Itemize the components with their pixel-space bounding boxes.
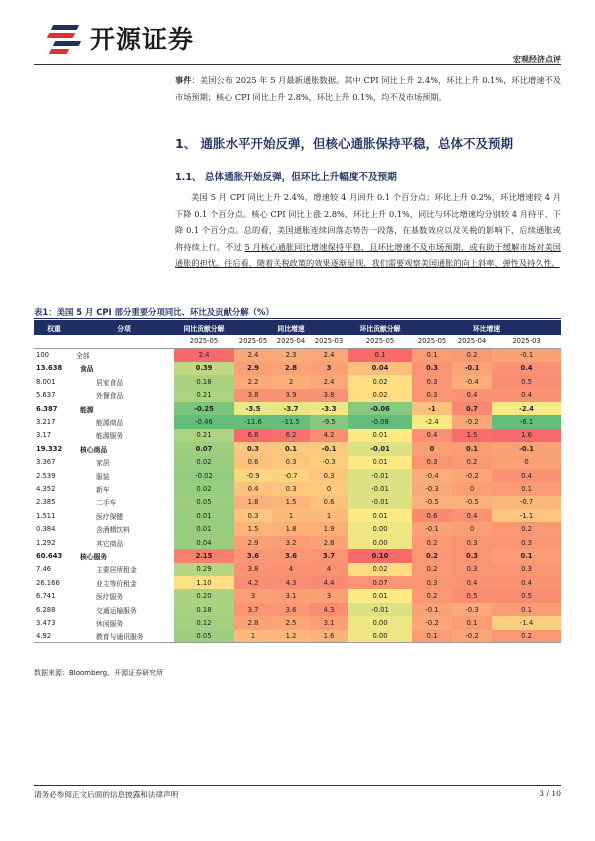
- footer-divider: [34, 785, 561, 786]
- value-cell: 3.6: [234, 549, 272, 562]
- weight-cell: 5.637: [36, 391, 56, 400]
- value-cell: 0.18: [174, 375, 234, 388]
- weight-cell: 26.166: [36, 578, 60, 587]
- value-cell: 0.5: [492, 589, 561, 602]
- value-cell: 2.8: [310, 536, 348, 549]
- value-cell: -0.9: [234, 469, 272, 482]
- weight-cell: 4.352: [36, 484, 56, 493]
- value-cell: 0.1: [492, 482, 561, 495]
- value-cell: 0.2: [452, 348, 492, 361]
- value-cell: -2.4: [412, 415, 452, 428]
- value-cell: 0.6: [234, 456, 272, 469]
- table-row: [34, 603, 561, 616]
- value-cell: 0.4: [492, 469, 561, 482]
- value-cell: -3.5: [234, 402, 272, 415]
- body-text: 美国 5 月 CPI 同比上升 2.4%，增速较 4 月回升 0.1 个百分点；环比上升 0.2%，环比增速较 4 月下降 0.1 个百分点。核心 CPI 同比上涨 2.8%，环比上升 0.1%，同比与环比增速均分别较 4 月持平、下降 0.1 个百分点。总的看，美国通胀连续回落态势告一段落，在基数效应以及关税的影响下，后续通胀或将持续上行。不过: [175, 192, 561, 252]
- value-cell: -0.01: [348, 603, 412, 616]
- value-cell: 0: [452, 482, 492, 495]
- table-row: [34, 496, 561, 509]
- date-cell: 2025-03: [492, 335, 561, 348]
- value-cell: 0.4: [452, 576, 492, 589]
- weight-cell: 7.46: [36, 565, 52, 574]
- value-cell: 1: [234, 630, 272, 643]
- table-row: [34, 456, 561, 469]
- value-cell: 0.3: [234, 509, 272, 522]
- item-name-cell: 休闲服务: [96, 619, 124, 628]
- value-cell: 0: [412, 442, 452, 455]
- table-row: [34, 522, 561, 535]
- value-cell: -3.7: [272, 402, 310, 415]
- value-cell: 0.3: [412, 456, 452, 469]
- value-cell: 1.6: [492, 429, 561, 442]
- value-cell: -0.1: [412, 603, 452, 616]
- brand-logo: [46, 20, 226, 56]
- header-yoy-growth: 同比增速: [234, 320, 348, 335]
- document-category: 宏观经济点评: [513, 55, 561, 64]
- value-cell: 0.2: [492, 630, 561, 643]
- value-cell: 0.3: [452, 563, 492, 576]
- value-cell: 3.1: [272, 589, 310, 602]
- item-name-cell: 医疗保健: [96, 512, 124, 521]
- weight-cell: 3.367: [36, 458, 56, 467]
- value-cell: 0.3: [272, 456, 310, 469]
- value-cell: -0.4: [412, 469, 452, 482]
- value-cell: 0.1: [412, 348, 452, 361]
- value-cell: 0.07: [174, 442, 234, 455]
- value-cell: 0.00: [348, 630, 412, 643]
- value-cell: 0.4: [452, 509, 492, 522]
- value-cell: 1: [310, 509, 348, 522]
- value-cell: 1.2: [272, 630, 310, 643]
- weight-cell: 8.001: [36, 377, 56, 386]
- value-cell: -0.06: [348, 402, 412, 415]
- value-cell: -0.7: [272, 469, 310, 482]
- weight-cell: 2.539: [36, 471, 56, 480]
- value-cell: -0.2: [452, 415, 492, 428]
- value-cell: 1.8: [272, 522, 310, 535]
- value-cell: 0.01: [348, 429, 412, 442]
- item-name-cell: 新车: [96, 485, 110, 494]
- value-cell: 0.01: [348, 589, 412, 602]
- value-cell: 0: [492, 456, 561, 469]
- header-mom-growth: 环比增速: [412, 320, 561, 335]
- table-row: [34, 630, 561, 643]
- value-cell: 0.00: [348, 616, 412, 629]
- event-label: 事件: [175, 75, 192, 85]
- value-cell: 0.04: [348, 362, 412, 375]
- item-name-cell: 教育与通讯服务: [74, 630, 174, 643]
- value-cell: 1.8: [234, 496, 272, 509]
- value-cell: 0.2: [412, 549, 452, 562]
- value-cell: 0.3: [234, 442, 272, 455]
- table-row: [34, 482, 561, 495]
- header-item: 分项: [74, 320, 174, 335]
- value-cell: -0.5: [412, 496, 452, 509]
- item-name-cell: 业主等价租金: [96, 579, 137, 588]
- table-source: 数据来源：Bloomberg、开源证券研究所: [34, 669, 164, 677]
- value-cell: 0.1: [492, 603, 561, 616]
- weight-cell: 60.643: [36, 551, 63, 560]
- value-cell: 0.4: [234, 482, 272, 495]
- value-cell: 0.3: [452, 536, 492, 549]
- value-cell: -0.01: [348, 482, 412, 495]
- value-cell: 6.2: [272, 429, 310, 442]
- value-cell: -0.1: [492, 442, 561, 455]
- value-cell: 2.4: [310, 375, 348, 388]
- weight-cell: 4.92: [34, 630, 74, 643]
- value-cell: 0.4: [492, 576, 561, 589]
- value-cell: 0.02: [348, 563, 412, 576]
- value-cell: 1.10: [174, 576, 234, 589]
- value-cell: 0.29: [174, 563, 234, 576]
- value-cell: 0.01: [174, 522, 234, 535]
- value-cell: 0.4: [492, 389, 561, 402]
- value-cell: 0.1: [492, 549, 561, 562]
- value-cell: 0.07: [348, 576, 412, 589]
- value-cell: -0.4: [452, 375, 492, 388]
- value-cell: 0.01: [348, 456, 412, 469]
- value-cell: -6.1: [492, 415, 561, 428]
- item-name-cell: 居家食品: [96, 378, 124, 387]
- weight-cell: 13.638: [36, 364, 63, 373]
- date-cell: 2025-03: [310, 335, 348, 348]
- value-cell: 0.21: [174, 389, 234, 402]
- table-row: [34, 576, 561, 589]
- item-name-cell: 二手车: [96, 499, 117, 508]
- date-cell: 2025-05: [234, 335, 272, 348]
- value-cell: -1.4: [492, 616, 561, 629]
- value-cell: -0.3: [452, 603, 492, 616]
- value-cell: 3: [310, 362, 348, 375]
- value-cell: 0.4: [492, 362, 561, 375]
- item-name-cell: 能源商品: [96, 419, 124, 428]
- value-cell: 1.5: [452, 429, 492, 442]
- value-cell: 0.04: [174, 536, 234, 549]
- date-cell: 2025-04: [452, 335, 492, 348]
- table-row: [34, 362, 561, 375]
- value-cell: -1.1: [492, 509, 561, 522]
- value-cell: 0.02: [174, 482, 234, 495]
- table-title: 表1：美国 5 月 CPI 部分重要分项同比、环比及贡献分解（%）: [34, 307, 274, 317]
- value-cell: 0.3: [412, 375, 452, 388]
- value-cell: 2.8: [272, 362, 310, 375]
- value-cell: -0.5: [452, 496, 492, 509]
- value-cell: 0.6: [412, 509, 452, 522]
- date-cell: 2025-05: [174, 335, 234, 348]
- table-row: [34, 469, 561, 482]
- header-weight: 权重: [34, 320, 74, 335]
- table-row: [34, 442, 561, 455]
- table-row: [34, 509, 561, 522]
- table-row: [34, 549, 561, 562]
- body-paragraph: [175, 189, 561, 272]
- value-cell: 0.3: [412, 576, 452, 589]
- value-cell: 0.3: [452, 549, 492, 562]
- value-cell: 1.5: [234, 522, 272, 535]
- value-cell: 3.8: [234, 389, 272, 402]
- subsection-heading: 1.1、 总体通胀开始反弹，但环比上升幅度不及预期: [175, 172, 397, 183]
- value-cell: -0.2: [452, 469, 492, 482]
- table-row: [34, 415, 561, 428]
- body-text-underlined: 5 月核心通胀同比增速保持平稳，且环比增速不及市场预期，或有助于缓解市场对美国通胀的担忧。往后看，随着关税政策的效果逐渐显现，我们需要观察美国通胀的向上斜率、弹性及持久性。: [175, 241, 561, 269]
- item-name-cell: 其它商品: [96, 539, 124, 548]
- value-cell: 2.4: [310, 348, 348, 361]
- value-cell: 0.1: [272, 442, 310, 455]
- weight-cell: 3.17: [36, 431, 52, 440]
- date-cell: 2025-04: [272, 335, 310, 348]
- weight-cell: 1.292: [36, 538, 56, 547]
- value-cell: -0.1: [412, 522, 452, 535]
- value-cell: 0.00: [348, 522, 412, 535]
- value-cell: 2.3: [272, 348, 310, 361]
- value-cell: -0.7: [492, 496, 561, 509]
- weight-cell: 6.387: [36, 404, 58, 413]
- item-name-cell: 医疗服务: [96, 593, 124, 602]
- weight-cell: 3.473: [36, 618, 56, 627]
- value-cell: 4.2: [310, 429, 348, 442]
- page-number: 3 / 10: [539, 789, 561, 798]
- value-cell: 0.12: [174, 616, 234, 629]
- weight-cell: 19.332: [36, 444, 63, 453]
- value-cell: 0.2: [412, 536, 452, 549]
- value-cell: -0.02: [174, 469, 234, 482]
- value-cell: -0.2: [452, 630, 492, 643]
- value-cell: -1: [412, 402, 452, 415]
- value-cell: 2.4: [234, 348, 272, 361]
- table-row: [34, 563, 561, 576]
- value-cell: -0.1: [452, 362, 492, 375]
- date-cell: 2025-05: [348, 335, 412, 348]
- item-name-cell: 能源: [80, 405, 94, 414]
- value-cell: 0.21: [174, 429, 234, 442]
- item-name-cell: 家居: [96, 459, 110, 468]
- value-cell: 2.15: [174, 549, 234, 562]
- weight-cell: 6.741: [36, 592, 56, 601]
- header-divider: [34, 64, 561, 65]
- value-cell: 1.6: [310, 630, 348, 643]
- value-cell: 3: [310, 589, 348, 602]
- value-cell: 3.1: [310, 616, 348, 629]
- value-cell: 6.8: [234, 429, 272, 442]
- value-cell: 0.7: [452, 402, 492, 415]
- value-cell: -2.4: [492, 402, 561, 415]
- table-group-header: [34, 320, 561, 335]
- item-name-cell: 核心服务: [80, 552, 108, 561]
- table-row: [34, 402, 561, 415]
- header-yoy-contrib: 同比贡献分解: [174, 320, 234, 335]
- weight-cell: 2.385: [36, 498, 56, 507]
- item-name-cell: 核心商品: [80, 445, 108, 454]
- value-cell: 4: [310, 563, 348, 576]
- logo-text: 开源证券: [90, 25, 195, 54]
- value-cell: 3.9: [272, 389, 310, 402]
- value-cell: 0.1: [412, 630, 452, 643]
- value-cell: 0: [452, 522, 492, 535]
- event-paragraph: [175, 72, 561, 105]
- value-cell: -0.01: [348, 469, 412, 482]
- value-cell: 0.02: [348, 375, 412, 388]
- value-cell: 4: [272, 563, 310, 576]
- value-cell: 0.00: [348, 536, 412, 549]
- value-cell: 0.5: [492, 375, 561, 388]
- weight-cell: 0.384: [36, 525, 56, 534]
- weight-cell: 3.217: [36, 418, 56, 427]
- value-cell: 0.05: [174, 496, 234, 509]
- value-cell: -0.1: [492, 348, 561, 361]
- value-cell: 0.5: [452, 589, 492, 602]
- value-cell: -0.2: [412, 616, 452, 629]
- value-cell: 2.9: [234, 536, 272, 549]
- value-cell: 3.6: [272, 603, 310, 616]
- value-cell: -11.6: [234, 415, 272, 428]
- value-cell: 0.02: [174, 456, 234, 469]
- value-cell: 4.3: [310, 603, 348, 616]
- value-cell: -0.3: [310, 456, 348, 469]
- value-cell: 3.8: [234, 563, 272, 576]
- section-heading: 1、 通胀水平开始反弹，但核心通胀保持平稳，总体不及预期: [175, 136, 514, 151]
- weight-cell: 100: [36, 351, 49, 360]
- value-cell: 2.9: [234, 362, 272, 375]
- value-cell: 0.3: [492, 563, 561, 576]
- value-cell: 2: [272, 375, 310, 388]
- value-cell: 0.01: [174, 509, 234, 522]
- value-cell: 2.4: [174, 348, 234, 361]
- value-cell: 3.2: [272, 536, 310, 549]
- value-cell: 0.3: [412, 389, 452, 402]
- header-mom-contrib: 环比贡献分解: [348, 320, 412, 335]
- value-cell: 1.9: [310, 522, 348, 535]
- item-name-cell: 食品: [80, 365, 94, 374]
- value-cell: 2.2: [234, 375, 272, 388]
- value-cell: 0.20: [174, 589, 234, 602]
- value-cell: 0.2: [492, 522, 561, 535]
- value-cell: 1.5: [272, 496, 310, 509]
- value-cell: -3.3: [310, 402, 348, 415]
- value-cell: -0.01: [348, 496, 412, 509]
- value-cell: 0.3: [310, 469, 348, 482]
- value-cell: -0.1: [310, 442, 348, 455]
- logo-mark-icon: [46, 21, 84, 55]
- value-cell: 0.18: [174, 603, 234, 616]
- item-name-cell: 交通运输服务: [96, 606, 137, 615]
- value-cell: 3.6: [272, 549, 310, 562]
- value-cell: 2.5: [272, 616, 310, 629]
- value-cell: 4.3: [272, 576, 310, 589]
- item-name-cell: 外餐食品: [96, 392, 124, 401]
- value-cell: 0.05: [174, 630, 234, 643]
- value-cell: 0.10: [348, 549, 412, 562]
- table-row: [34, 389, 561, 402]
- value-cell: 4.2: [234, 576, 272, 589]
- weight-cell: 6.288: [36, 605, 56, 614]
- value-cell: 0.6: [310, 496, 348, 509]
- value-cell: -0.01: [348, 442, 412, 455]
- table-title-divider: [34, 318, 561, 319]
- value-cell: 0.3: [492, 536, 561, 549]
- table-row: [34, 616, 561, 629]
- item-name-cell: 主要居所租金: [96, 566, 137, 575]
- value-cell: 3: [234, 589, 272, 602]
- value-cell: 0.02: [348, 389, 412, 402]
- value-cell: 0.2: [452, 456, 492, 469]
- value-cell: -0.46: [174, 415, 234, 428]
- value-cell: 3.7: [234, 603, 272, 616]
- value-cell: 0.2: [412, 563, 452, 576]
- value-cell: 4.4: [310, 576, 348, 589]
- value-cell: 1: [272, 509, 310, 522]
- item-name-cell: 能源服务: [96, 432, 124, 441]
- table-date-header: [34, 335, 561, 348]
- footer-disclaimer: 请务必参阅正文后面的信息披露和法律声明: [34, 790, 179, 799]
- date-cell: 2025-05: [412, 335, 452, 348]
- table-row: [34, 429, 561, 442]
- value-cell: 0.4: [452, 389, 492, 402]
- value-cell: -0.3: [412, 482, 452, 495]
- value-cell: 0.01: [348, 509, 412, 522]
- weight-cell: 1.511: [36, 511, 56, 520]
- value-cell: -9.5: [310, 415, 348, 428]
- table-row: [34, 348, 561, 361]
- value-cell: 0.4: [412, 429, 452, 442]
- value-cell: 0.1: [348, 348, 412, 361]
- table-row: [34, 589, 561, 602]
- value-cell: 2.8: [234, 616, 272, 629]
- item-name-cell: 全部: [76, 352, 90, 361]
- value-cell: 0.2: [412, 589, 452, 602]
- value-cell: -0.08: [348, 415, 412, 428]
- table-row: [34, 536, 561, 549]
- value-cell: 0.39: [174, 362, 234, 375]
- item-name-cell: 含酒精饮料: [96, 526, 130, 535]
- value-cell: 0: [310, 482, 348, 495]
- item-name-cell: 服装: [96, 472, 110, 481]
- cpi-breakdown-table: [34, 320, 561, 643]
- event-text: ：美国公布 2025 年 5 月最新通胀数据。其中 CPI 同比上升 2.4%，环比上升 0.1%，环比增速不及市场预期；核心 CPI 同比上升 2.8%，环比上升 0.1%，均不及市场预期。: [175, 75, 561, 102]
- value-cell: 0.1: [452, 442, 492, 455]
- value-cell: -11.5: [272, 415, 310, 428]
- table-row: [34, 375, 561, 388]
- value-cell: 0.1: [452, 616, 492, 629]
- value-cell: 3.8: [310, 389, 348, 402]
- value-cell: 3.7: [310, 549, 348, 562]
- value-cell: -0.25: [174, 402, 234, 415]
- value-cell: 0.3: [272, 482, 310, 495]
- value-cell: 0.3: [412, 362, 452, 375]
